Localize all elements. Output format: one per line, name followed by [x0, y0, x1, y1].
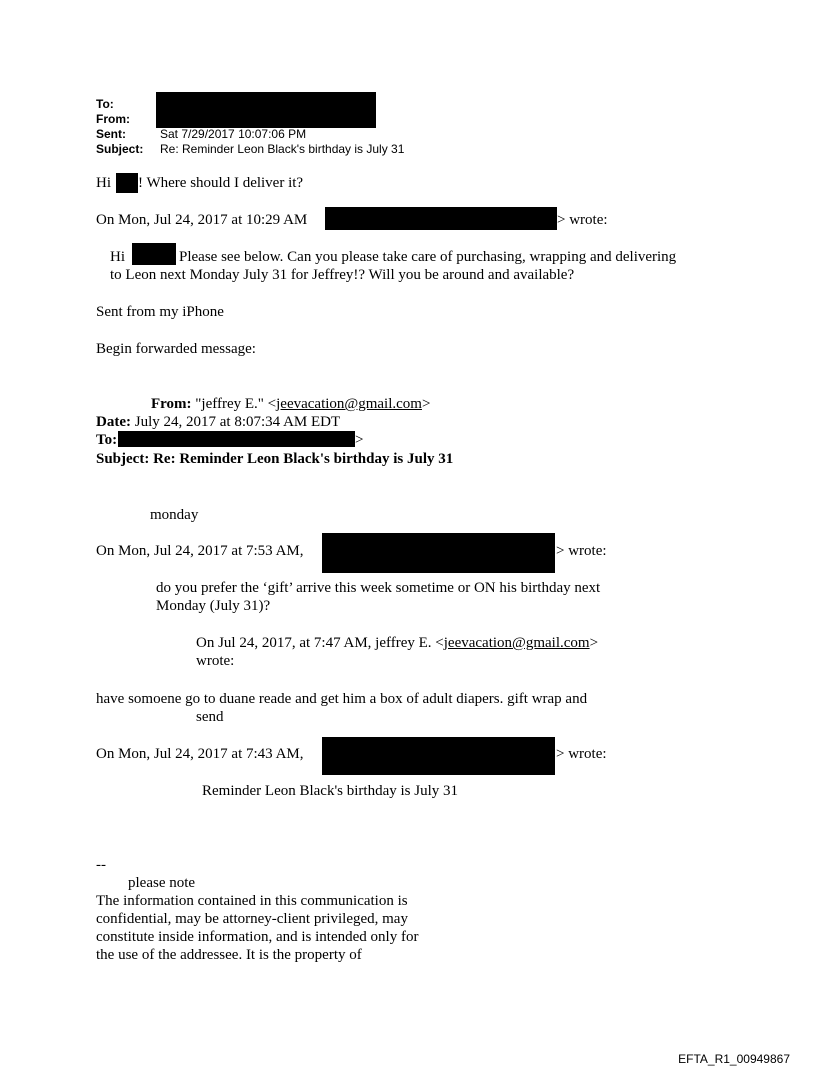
on-date-2: On Mon, Jul 24, 2017 at 7:53 AM, [96, 543, 304, 559]
question-line1: do you prefer the ‘gift’ arrive this week sometime or ON his birthday next [156, 580, 601, 596]
disclaimer-line4: the use of the addressee. It is the property of [96, 947, 362, 963]
on3-wrote: wrote: [196, 653, 235, 669]
question-line2: Monday (July 31)? [156, 598, 271, 614]
fwd-to-close: > [355, 432, 364, 448]
redaction-to-from [156, 92, 376, 128]
on3-prefix: On Jul 24, 2017, at 7:47 AM, jeffrey E. < [196, 635, 444, 651]
reminder-line: Reminder Leon Black's birthday is July 31 [202, 783, 458, 799]
hi-line [96, 174, 111, 192]
fwd-from-email-link[interactable]: jeevacation@gmail.com [276, 396, 422, 412]
on3-email-link[interactable]: jeevacation@gmail.com [443, 635, 590, 651]
begin-forwarded: Begin forwarded message: [96, 341, 256, 357]
disclaimer-line3: constitute inside information, and is intended only for [96, 929, 419, 945]
redaction-sender-2 [322, 533, 555, 573]
fwd-from-name: "jeffrey E." < [195, 396, 277, 412]
wrote-2: > wrote: [556, 543, 607, 559]
hi-prefix: Hi [96, 175, 111, 191]
please-note: please note [128, 875, 196, 891]
redaction-para1-name [132, 243, 176, 265]
sent-label: Sent: [96, 127, 126, 141]
para1-rest: Please see below. Can you please take care of purchasing, wrapping and delivering [179, 249, 677, 265]
para1-line2: to Leon next Monday July 31 for Jeffrey!? Will you be around and available? [110, 267, 575, 283]
on-date-4: On Mon, Jul 24, 2017 at 7:43 AM, [96, 746, 304, 762]
wrote-4: > wrote: [556, 746, 607, 762]
from-label: From: [96, 112, 130, 126]
redaction-sender-1 [325, 207, 557, 230]
fwd-date-label: Date: [96, 414, 131, 430]
signature-dash: -- [96, 857, 106, 873]
sent-from-iphone: Sent from my iPhone [96, 304, 224, 320]
to-label: To: [96, 97, 114, 111]
redaction-hi-name [116, 173, 138, 193]
on-date-1: On Mon, Jul 24, 2017 at 10:29 AM [96, 212, 308, 228]
on3-close: > [589, 635, 599, 651]
redaction-sender-4 [322, 737, 555, 775]
on-date-3 [196, 634, 598, 652]
fwd-to-label: To: [96, 432, 118, 448]
fwd-from-label: From: [151, 396, 192, 412]
instruction-line2: send [196, 709, 224, 725]
monday-reply: monday [150, 507, 199, 523]
subject-value: Re: Reminder Leon Black's birthday is July 31 [160, 142, 405, 156]
subject-label: Subject: [96, 142, 144, 156]
fwd-to-line [96, 431, 117, 449]
instruction-line1: have somoene go to duane reade and get him a box of adult diapers. gift wrap and [96, 691, 588, 707]
disclaimer-line2: confidential, may be attorney-client privileged, may [96, 911, 408, 927]
redaction-fwd-to [118, 431, 355, 447]
fwd-from-close: > [421, 396, 431, 412]
document-id: EFTA_R1_00949867 [678, 1052, 790, 1066]
fwd-date-value: July 24, 2017 at 8:07:34 AM EDT [134, 414, 341, 430]
sent-value: Sat 7/29/2017 10:07:06 PM [160, 127, 307, 141]
fwd-date-line [96, 413, 340, 431]
fwd-from-line [151, 395, 430, 413]
disclaimer-line1: The information contained in this communication is [96, 893, 408, 909]
para1-hi: Hi [110, 249, 125, 265]
hi-suffix: ! Where should I deliver it? [138, 175, 304, 191]
fwd-subject: Subject: Re: Reminder Leon Black's birthday is July 31 [96, 451, 454, 467]
wrote-1: > wrote: [557, 212, 608, 228]
